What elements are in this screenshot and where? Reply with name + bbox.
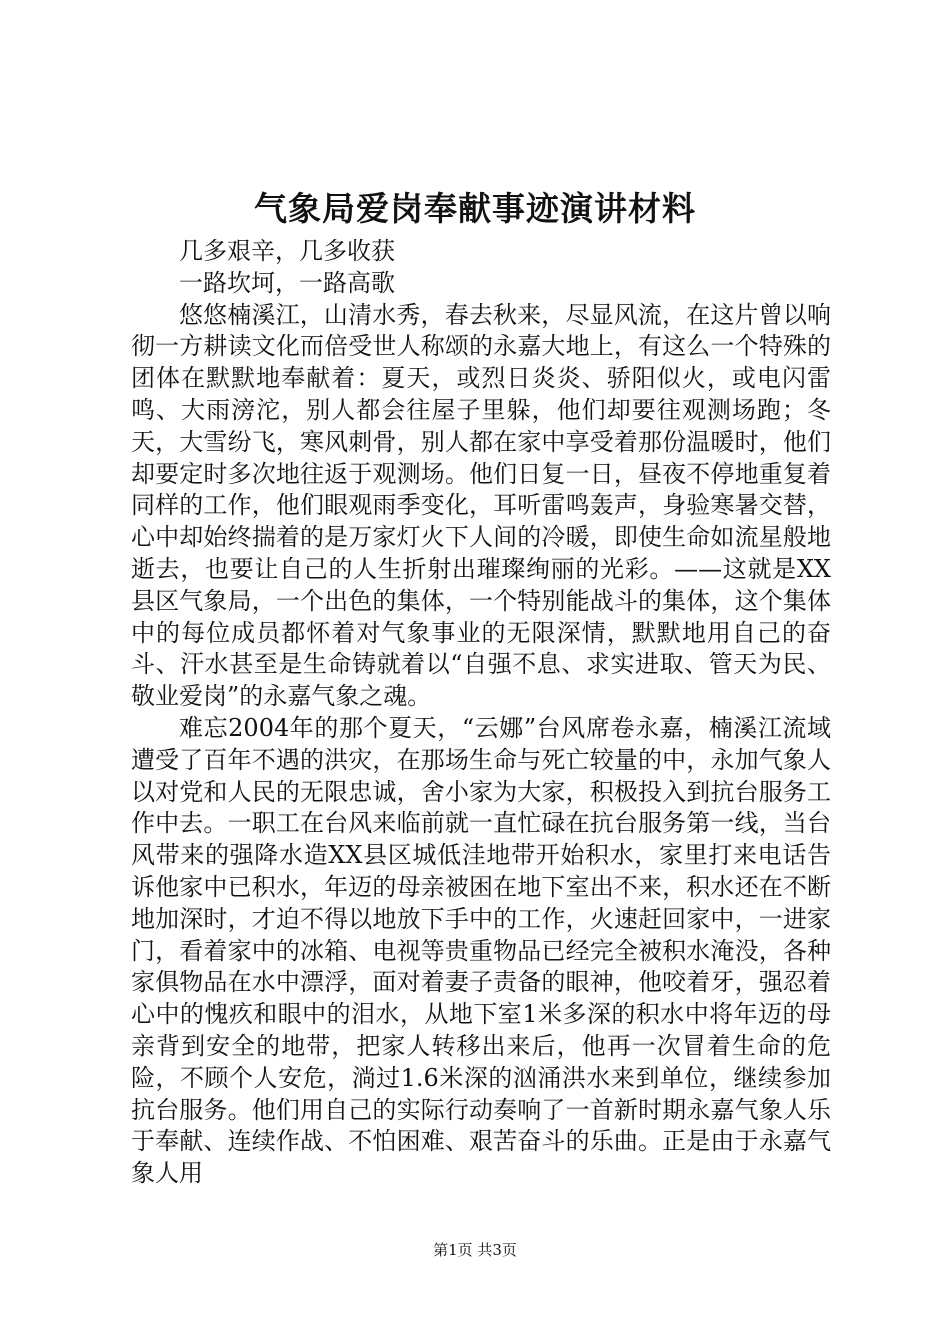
page-number-footer: 第1页 共3页 <box>433 1241 517 1259</box>
document-title: 气象局爱岗奉献事迹演讲材料 <box>254 189 696 228</box>
body-paragraph: 难忘2004年的那个夏天，“云娜”台风席卷永嘉，楠溪江流域遭受了百年不遇的洪灾，在那场生命与死亡较量的中，永加气象人以对党和人民的无限忠诚，舍小家为大家，积极投入到抗台服务工作中去。一职工在台风来临前就一直忙碌在抗台服务第一线，当台风带来的强降水造XX县区城低洼地带开始积水，家里打来电话告诉他家中已积水，年迈的母亲被困在地下室出不来，积水还在不断地加深时，才迫不得以地放下手中的工作，火速赶回家中，一进家门，看着家中的冰箱、电视等贵重物品已经完全被积水淹没，各种家俱物品在水中漂浮，面对着妻子责备的眼神，他咬着牙，强忍着心中的愧疚和眼中的泪水，从地下室1米多深的积水中将年迈的母亲背到安全的地带，把家人转移出来后，他再一次冒着生命的危险，不顾个人安危，淌过1.6米深的汹涌洪水来到单位，继续参加抗台服务。他们用自己的实际行动奏响了一首新时期永嘉气象人乐于奉献、连续作战、不怕困难、艰苦奋斗的乐曲。正是由于永嘉气象人用 <box>131 713 831 1188</box>
body-paragraph: 几多艰辛，几多收获 <box>179 237 395 265</box>
document-body <box>131 236 831 1190</box>
body-paragraph: 一路坎坷，一路高歌 <box>179 268 395 297</box>
body-paragraph: 悠悠楠溪江，山清水秀，春去秋来，尽显风流，在这片曾以响彻一方耕读文化而倍受世人称颂的永嘉大地上，有这么一个特殊的团体在默默地奉献着：夏天，或烈日炎炎、骄阳似火，或电闪雷鸣、大雨滂沱，别人都会往屋子里躲，他们却要往观测场跑；冬天，大雪纷飞，寒风刺骨，别人都在家中享受着那份温暖时，他们却要定时多次地往返于观测场。他们日复一日，昼夜不停地重复着同样的工作，他们眼观雨季变化，耳听雷鸣轰声，身验寒暑交替，心中却始终揣着的是万家灯火下人间的冷暖，即使生命如流星般地逝去，也要让自己的人生折射出璀璨绚丽的光彩。——这就是XX县区气象局，一个出色的集体，一个特别能战斗的集体，这个集体中的每位成员都怀着对气象事业的无限深情，默默地用自己的奋斗、汗水甚至是生命铸就着以“自强不息、求实进取、管天为民、敬业爱岗”的永嘉气象之魂。 <box>131 300 831 711</box>
